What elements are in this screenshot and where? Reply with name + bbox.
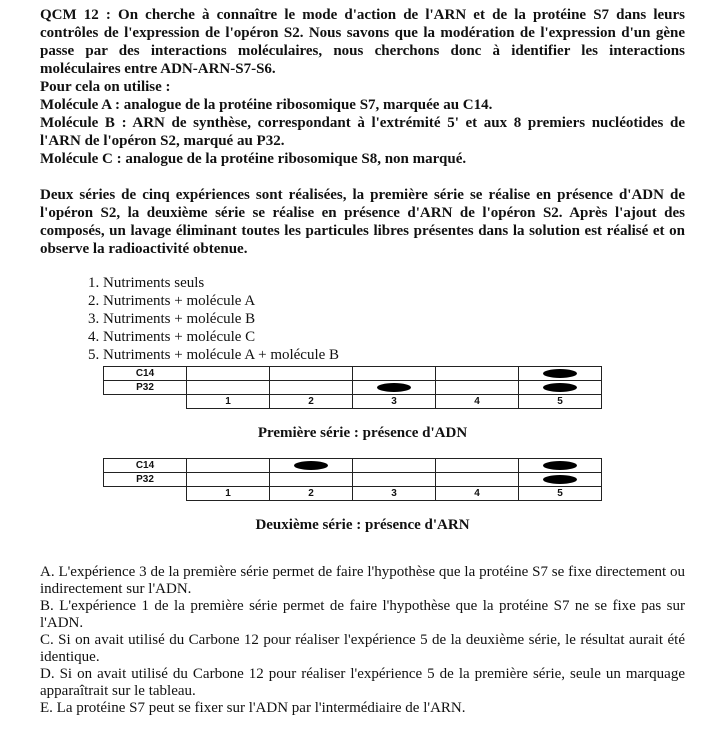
series2-p32-cell-4 bbox=[436, 473, 519, 487]
column-header-3: 3 bbox=[353, 487, 436, 501]
series2-c14-cell-5 bbox=[519, 459, 602, 473]
series1-c14-cell-4 bbox=[436, 367, 519, 381]
series1-p32-cell-4 bbox=[436, 381, 519, 395]
radioactivity-spot bbox=[294, 461, 328, 470]
series1-c14-cell-3 bbox=[353, 367, 436, 381]
answer-e: E. La protéine S7 peut se fixer sur l'ADN par l'intermédiaire de l'ARN. bbox=[40, 700, 466, 716]
intro-paragraph: QCM 12 : On cherche à connaître le mode d'action de l'ARN et de la protéine S7 dans leurs contrôles de l'expression de l'opéron S2. Nous savons que la modération de l'expression d'un gène passe par des interactions moléculaires, nous cherchons donc à identifier les interactions moléculaires entre ADN-ARN-S7-S6. bbox=[40, 7, 685, 77]
column-header-3: 3 bbox=[353, 395, 436, 409]
uses-line: Pour cela on utilise : bbox=[40, 79, 171, 95]
row-label-p32: P32 bbox=[104, 381, 187, 395]
row-label-p32: P32 bbox=[104, 473, 187, 487]
series1-c14-cell-5 bbox=[519, 367, 602, 381]
series1-p32-cell-1 bbox=[187, 381, 270, 395]
series1-c14-cell-2 bbox=[270, 367, 353, 381]
series2-p32-cell-1 bbox=[187, 473, 270, 487]
radioactivity-spot bbox=[377, 383, 411, 392]
experiment-list bbox=[40, 274, 685, 364]
series1-table-wrap bbox=[40, 364, 685, 416]
radioactivity-spot bbox=[543, 383, 577, 392]
series2-c14-cell-2 bbox=[270, 459, 353, 473]
column-header-5: 5 bbox=[519, 487, 602, 501]
experiment-item: 4. Nutriments + molécule C bbox=[88, 329, 256, 345]
answer-c: C. Si on avait utilisé du Carbone 12 pour réaliser l'expérience 5 de la deuxième série, le résultat aurait été identique. bbox=[40, 632, 685, 665]
column-header-4: 4 bbox=[436, 395, 519, 409]
radioactivity-spot bbox=[543, 475, 577, 484]
molecule-b: Molécule B : ARN de synthèse, correspondant à l'extrémité 5' et aux 8 premiers nucléotides de l'ARN de l'opéron S2, marqué au P32. bbox=[40, 115, 685, 149]
row-label-c14: C14 bbox=[104, 459, 187, 473]
series1-table bbox=[103, 366, 602, 409]
column-header-4: 4 bbox=[436, 487, 519, 501]
experiment-item: 2. Nutriments + molécule A bbox=[88, 293, 256, 309]
series2-c14-cell-3 bbox=[353, 459, 436, 473]
radioactivity-spot bbox=[543, 461, 577, 470]
experiment-item: 1. Nutriments seuls bbox=[88, 275, 205, 291]
series2-table bbox=[103, 458, 602, 501]
molecule-a: Molécule A : analogue de la protéine ribosomique S7, marquée au C14. bbox=[40, 97, 493, 113]
series1-p32-cell-3 bbox=[353, 381, 436, 395]
series1-p32-cell-5 bbox=[519, 381, 602, 395]
series2-table-wrap bbox=[40, 456, 685, 508]
corner-empty bbox=[104, 487, 187, 501]
radioactivity-spot bbox=[543, 369, 577, 378]
experiment-item: 5. Nutriments + molécule A + molécule B bbox=[88, 347, 340, 363]
series1-c14-cell-1 bbox=[187, 367, 270, 381]
experiment-item: 3. Nutriments + molécule B bbox=[88, 311, 256, 327]
row-label-c14: C14 bbox=[104, 367, 187, 381]
series2-caption: Deuxième série : présence d'ARN bbox=[255, 517, 470, 533]
answer-b: B. L'expérience 1 de la première série permet de faire l'hypothèse que la protéine S7 ne se fixe pas sur l'ADN. bbox=[40, 598, 685, 631]
series2-p32-cell-3 bbox=[353, 473, 436, 487]
series1-p32-cell-2 bbox=[270, 381, 353, 395]
molecule-c: Molécule C : analogue de la protéine ribosomique S8, non marqué. bbox=[40, 151, 467, 167]
column-header-5: 5 bbox=[519, 395, 602, 409]
column-header-1: 1 bbox=[187, 487, 270, 501]
column-header-2: 2 bbox=[270, 395, 353, 409]
answer-d: D. Si on avait utilisé du Carbone 12 pour réaliser l'expérience 5 de la première série, seule un marquage apparaîtrait sur le tableau. bbox=[40, 666, 685, 699]
series2-p32-cell-5 bbox=[519, 473, 602, 487]
series1-caption: Première série : présence d'ADN bbox=[257, 425, 468, 441]
column-header-1: 1 bbox=[187, 395, 270, 409]
protocol-paragraph: Deux séries de cinq expériences sont réalisées, la première série se réalise en présence d'ADN de l'opéron S2, la deuxième série se réalise en présence d'ARN de l'opéron S2. Après l'ajout des composés, un lavage éliminant toutes les particules libres présentes dans la solution est réalisé et on observe la radioactivité obtenue. bbox=[40, 187, 685, 257]
column-header-2: 2 bbox=[270, 487, 353, 501]
answer-a: A. L'expérience 3 de la première série permet de faire l'hypothèse que la protéine S7 se fixe directement ou indirectement sur l'ADN. bbox=[40, 564, 685, 597]
corner-empty bbox=[104, 395, 187, 409]
series2-p32-cell-2 bbox=[270, 473, 353, 487]
qcm-page bbox=[40, 6, 685, 717]
series2-c14-cell-1 bbox=[187, 459, 270, 473]
series2-c14-cell-4 bbox=[436, 459, 519, 473]
